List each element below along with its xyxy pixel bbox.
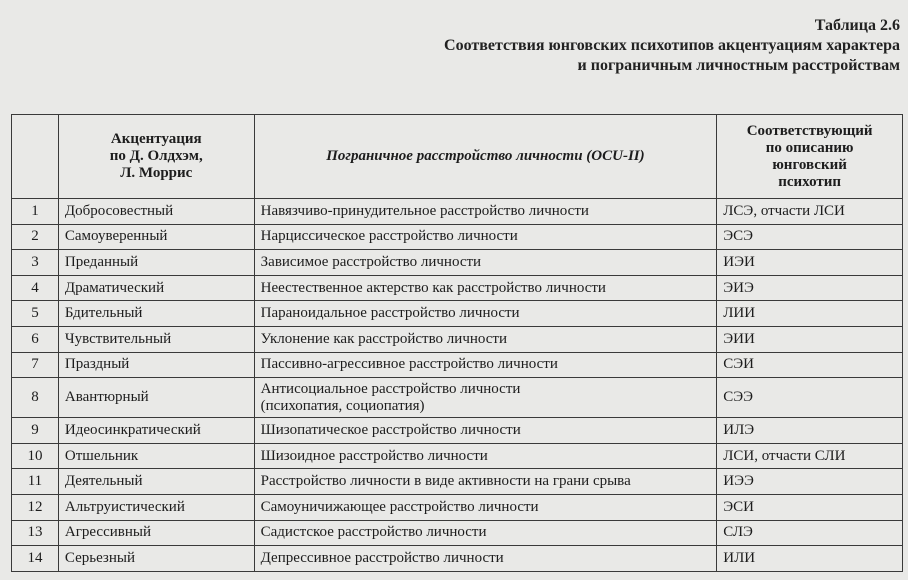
- header-psychotype-line-4: психотип: [778, 173, 842, 190]
- header-number: [12, 115, 59, 199]
- table-caption: [444, 16, 900, 76]
- table-row: [12, 520, 903, 546]
- row-number: 12: [12, 494, 59, 520]
- row-accentuation: Драматический: [58, 275, 254, 301]
- row-psychotype: СЭИ: [717, 352, 903, 378]
- row-number: 7: [12, 352, 59, 378]
- row-accentuation: Альтруистический: [58, 494, 254, 520]
- header-psychotype-line-1: Соответствующий: [746, 122, 873, 139]
- row-disorder: Зависимое расстройство личности: [254, 250, 717, 276]
- table-row: [12, 250, 903, 276]
- row-accentuation: Преданный: [58, 250, 254, 276]
- header-accentuation-line-2: по Д. Олдхэм,: [109, 148, 203, 164]
- row-psychotype: ЛИИ: [717, 301, 903, 327]
- row-number: 6: [12, 326, 59, 352]
- table-row: [12, 301, 903, 327]
- row-number: 9: [12, 418, 59, 444]
- row-disorder: Уклонение как расстройство личности: [254, 326, 717, 352]
- table-row: [12, 494, 903, 520]
- row-disorder: Неестественное актерство как расстройство личности: [254, 275, 717, 301]
- row-accentuation: Чувствительный: [58, 326, 254, 352]
- header-psychotype-line-3: юнговский: [772, 156, 847, 173]
- row-psychotype: СЭЭ: [717, 378, 903, 418]
- row-accentuation: Агрессивный: [58, 520, 254, 546]
- row-accentuation: Бдительный: [58, 301, 254, 327]
- row-disorder: Параноидальное расстройство личности: [254, 301, 717, 327]
- row-number: 13: [12, 520, 59, 546]
- row-psychotype: ИЛЭ: [717, 418, 903, 444]
- row-psychotype: ИЭЭ: [717, 469, 903, 495]
- row-accentuation: Серьезный: [58, 546, 254, 572]
- row-accentuation: Отшельник: [58, 443, 254, 469]
- row-accentuation: Праздный: [58, 352, 254, 378]
- row-disorder: Расстройство личности в виде активности на грани срыва: [254, 469, 717, 495]
- table-header-row: [12, 115, 903, 199]
- table-number: Таблица 2.6: [814, 17, 900, 34]
- table-row: [12, 199, 903, 225]
- row-number: 11: [12, 469, 59, 495]
- table-row: [12, 469, 903, 495]
- table-row: [12, 546, 903, 572]
- row-disorder: Пассивно-агрессивное расстройство личности: [254, 352, 717, 378]
- row-number: 14: [12, 546, 59, 572]
- row-number: 4: [12, 275, 59, 301]
- header-psychotype: [717, 115, 903, 199]
- table-row: [12, 224, 903, 250]
- table-row: [12, 326, 903, 352]
- header-accentuation-line-1: Акцентуация: [110, 131, 202, 147]
- row-disorder: Шизоидное расстройство личности: [254, 443, 717, 469]
- row-psychotype: ЭИИ: [717, 326, 903, 352]
- row-psychotype: ЛСИ, отчасти СЛИ: [717, 443, 903, 469]
- row-psychotype: ЛСЭ, отчасти ЛСИ: [717, 199, 903, 225]
- row-psychotype: ЭИЭ: [717, 275, 903, 301]
- table-title-line-1: Соответствия юнговских психотипов акцентуациям характера: [444, 37, 900, 54]
- row-accentuation: Идеосинкратический: [58, 418, 254, 444]
- row-disorder: Шизопатическое расстройство личности: [254, 418, 717, 444]
- row-disorder: Навязчиво-принудительное расстройство личности: [254, 199, 717, 225]
- row-psychotype: СЛЭ: [717, 520, 903, 546]
- row-disorder: [254, 378, 717, 418]
- correspondence-table: [11, 114, 903, 572]
- row-number: 1: [12, 199, 59, 225]
- row-disorder-line-1: Антисоциальное расстройство личности: [260, 380, 521, 397]
- header-disorder: Пограничное расстройство личности (OCU-II): [254, 115, 717, 199]
- row-number: 3: [12, 250, 59, 276]
- row-disorder: Нарциссическое расстройство личности: [254, 224, 717, 250]
- row-psychotype: ИЛИ: [717, 546, 903, 572]
- table-row: [12, 443, 903, 469]
- table-row: [12, 418, 903, 444]
- table-title-line-2: и пограничным личностным расстройствам: [577, 57, 900, 74]
- row-number: 8: [12, 378, 59, 418]
- row-psychotype: ИЭИ: [717, 250, 903, 276]
- row-disorder-line-2: (психопатия, социопатия): [260, 397, 425, 414]
- header-accentuation: [58, 115, 254, 199]
- row-accentuation: Авантюрный: [58, 378, 254, 418]
- row-psychotype: ЭСЭ: [717, 224, 903, 250]
- row-disorder: Садистское расстройство личности: [254, 520, 717, 546]
- row-disorder: Самоуничижающее расстройство личности: [254, 494, 717, 520]
- row-accentuation: Добросовестный: [58, 199, 254, 225]
- row-number: 10: [12, 443, 59, 469]
- table-row: [12, 275, 903, 301]
- row-number: 5: [12, 301, 59, 327]
- row-disorder: Депрессивное расстройство личности: [254, 546, 717, 572]
- row-number: 2: [12, 224, 59, 250]
- row-psychotype: ЭСИ: [717, 494, 903, 520]
- table-row: [12, 378, 903, 418]
- header-accentuation-line-3: Л. Моррис: [120, 165, 193, 181]
- header-psychotype-line-2: по описанию: [765, 139, 854, 156]
- row-accentuation: Деятельный: [58, 469, 254, 495]
- table-row: [12, 352, 903, 378]
- row-accentuation: Самоуверенный: [58, 224, 254, 250]
